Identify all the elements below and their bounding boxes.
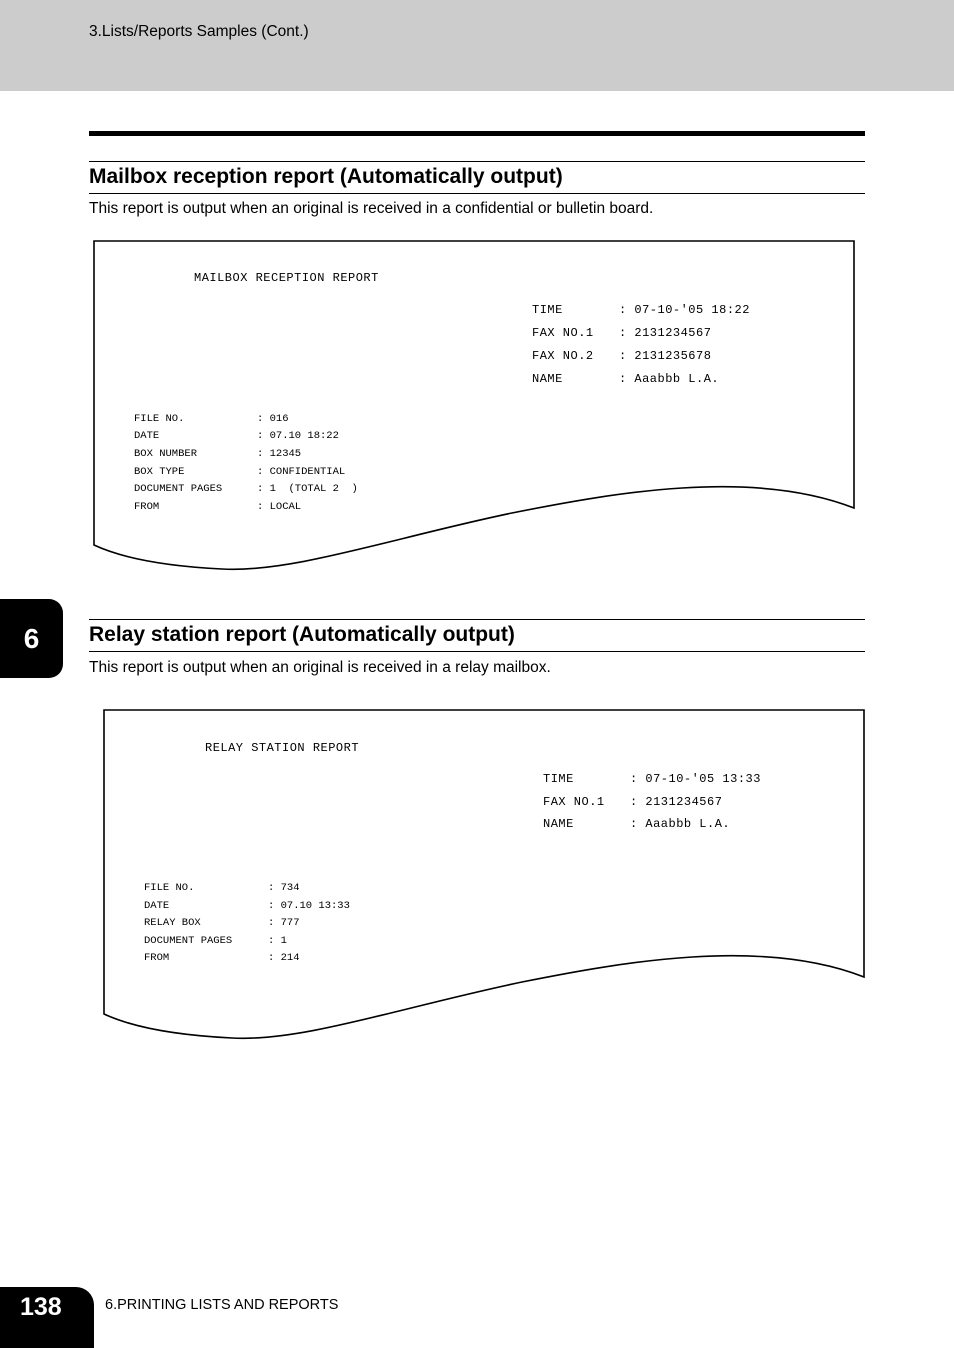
- document-pages-value: : 1 (TOTAL 2 ): [257, 483, 358, 495]
- document-pages-label: DOCUMENT PAGES: [134, 483, 223, 495]
- file-no-label: FILE NO.: [134, 413, 185, 425]
- paper-outline: [102, 707, 868, 1043]
- section-desc-mailbox: This report is output when an original is received in a confidential or bulletin board.: [89, 200, 654, 217]
- report-title: MAILBOX RECEPTION REPORT: [194, 271, 379, 285]
- section-title-relay: Relay station report (Automatically output): [89, 619, 865, 652]
- page-number-box: [0, 1287, 94, 1348]
- date-label: DATE: [144, 900, 170, 912]
- header-band: [0, 0, 954, 91]
- time-value: : 07-10-'05 13:33: [630, 772, 761, 786]
- box-number-value: : 12345: [257, 448, 302, 460]
- report-title: RELAY STATION REPORT: [205, 741, 360, 755]
- from-label: FROM: [134, 501, 160, 513]
- from-value: : 214: [268, 952, 300, 964]
- date-label: DATE: [134, 430, 160, 442]
- top-rule: [89, 131, 865, 136]
- file-no-value: : 016: [257, 413, 289, 425]
- time-label: TIME: [543, 772, 574, 786]
- page-number: 138: [20, 1293, 62, 1321]
- box-number-label: BOX NUMBER: [134, 448, 198, 460]
- box-type-label: BOX TYPE: [134, 466, 185, 478]
- section-desc-relay: This report is output when an original is received in a relay mailbox.: [89, 659, 551, 676]
- fax1-label: FAX NO.1: [543, 795, 605, 809]
- section-title-mailbox: Mailbox reception report (Automatically output): [89, 161, 865, 194]
- chapter-tab: [0, 599, 63, 678]
- relay-report-sample: [102, 707, 868, 1043]
- box-type-value: : CONFIDENTIAL: [257, 466, 346, 478]
- file-no-value: : 734: [268, 882, 300, 894]
- name-label: NAME: [532, 372, 563, 386]
- fax1-value: : 2131234567: [630, 795, 723, 809]
- date-value: : 07.10 18:22: [257, 430, 339, 442]
- breadcrumb: 3.Lists/Reports Samples (Cont.): [89, 23, 309, 40]
- paper-outline: [92, 238, 858, 574]
- from-value: : LOCAL: [257, 501, 302, 513]
- fax2-label: FAX NO.2: [532, 349, 594, 363]
- document-pages-label: DOCUMENT PAGES: [144, 935, 233, 947]
- mailbox-report-sample: [92, 238, 858, 574]
- document-pages-value: : 1: [268, 935, 287, 947]
- from-label: FROM: [144, 952, 170, 964]
- name-value: : Aaabbb L.A.: [619, 372, 720, 386]
- footer-chapter-title: 6.PRINTING LISTS AND REPORTS: [105, 1297, 339, 1313]
- fax1-value: : 2131234567: [619, 326, 712, 340]
- relay-box-value: : 777: [268, 917, 300, 929]
- date-value: : 07.10 13:33: [268, 900, 350, 912]
- name-value: : Aaabbb L.A.: [630, 817, 731, 831]
- relay-box-label: RELAY BOX: [144, 917, 201, 929]
- time-value: : 07-10-'05 18:22: [619, 303, 750, 317]
- file-no-label: FILE NO.: [144, 882, 195, 894]
- time-label: TIME: [532, 303, 563, 317]
- chapter-number: 6: [23, 622, 40, 654]
- fax2-value: : 2131235678: [619, 349, 712, 363]
- name-label: NAME: [543, 817, 574, 831]
- fax1-label: FAX NO.1: [532, 326, 594, 340]
